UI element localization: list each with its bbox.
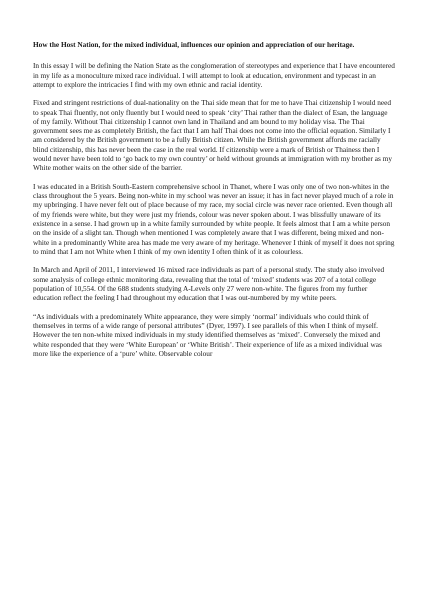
- paragraph-study: In March and April of 2011, I interviewed 16 mixed race individuals as part of a personal study. The study also involved some analysis of college ethnic monitoring data, revealing that the total of ‘mixed’ students was 207 of a total college population of 10,554. Of the 688 students studying A-Levels only 27 were non-white. The figures from my further education reflect the feeling I had throughout my education that I was out-numbered by my white peers.: [33, 265, 385, 303]
- document-page: [33, 40, 395, 367]
- paragraph-citizenship: Fixed and stringent restrictions of dual-nationality on the Thai side mean that for me to have Thai citizenship I would need to speak Thai fluently, not only fluently but I would need to speak ‘city’ Thai rather than the dialect of Esan, the language of my family. Without Thai citizenship I cannot own land in Thailand and am bound to my holiday visa. The Thai government sees me as completely British, the fact that I am half Thai does not come into the official equation. Similarly I am considered by the British government to be a fully British citizen. While the British government affords me racially blind citizenship, this has never been the case in the real world. If citizenship were a mark of British or Thainess then I would never have been told to ‘go back to my own country’ or held without grounds at immigration with my brother as my White mother waits on the other side of the barrier.: [33, 98, 392, 173]
- paragraph-education: I was educated in a British South-Eastern comprehensive school in Thanet, where I was only one of two non-whites in the class throughout the 5 years. Being non-white in my school was never an issue; it has in fact never played much of a role in my upbringing. I have never felt out of place because of my race, my social circle was never race oriented. Even though all of my friends were white, but they were just my friends, colour was never spoken about. I was blissfully unaware of its existence in a sense. I had grown up in a white family surrounded by white people. It feels almost that I am a white person on the inside of a slight tan. Though when mentioned I was completely aware that I was different, being mixed and non-white in a predominantly White area has made me very aware of my heritage. Whenever I think of myself it does not spring to mind that I am not White when I think of my own identity I often think of it as colourless.: [33, 181, 395, 256]
- paragraph-quotation: “As individuals with a predominately White appearance, they were simply ‘normal’ individuals who could think of themselves in terms of a wide range of personal attributes” (Dyer, 1997). I see parallels of this when I think of myself. However the ten non-white mixed individuals in my study identified themselves as ‘mixed’. Conversely the mixed and white responded that they were ‘White European’ or ‘White British’. Their experience of life as a mixed individual was more like the experience of a ‘pure’ white. Observable colour: [33, 311, 382, 358]
- document-title: How the Host Nation, for the mixed individual, influences our opinion and appreciation of our heritage.: [33, 40, 355, 49]
- paragraph-introduction: In this essay I will be defining the Nation State as the conglomeration of stereotypes and experience that I have encountered in my life as a monoculture mixed race individual. I will attempt to look at education, environment and typecast in an attempt to explore the intricacies I find with my own ethnic and racial identity.: [33, 61, 395, 89]
